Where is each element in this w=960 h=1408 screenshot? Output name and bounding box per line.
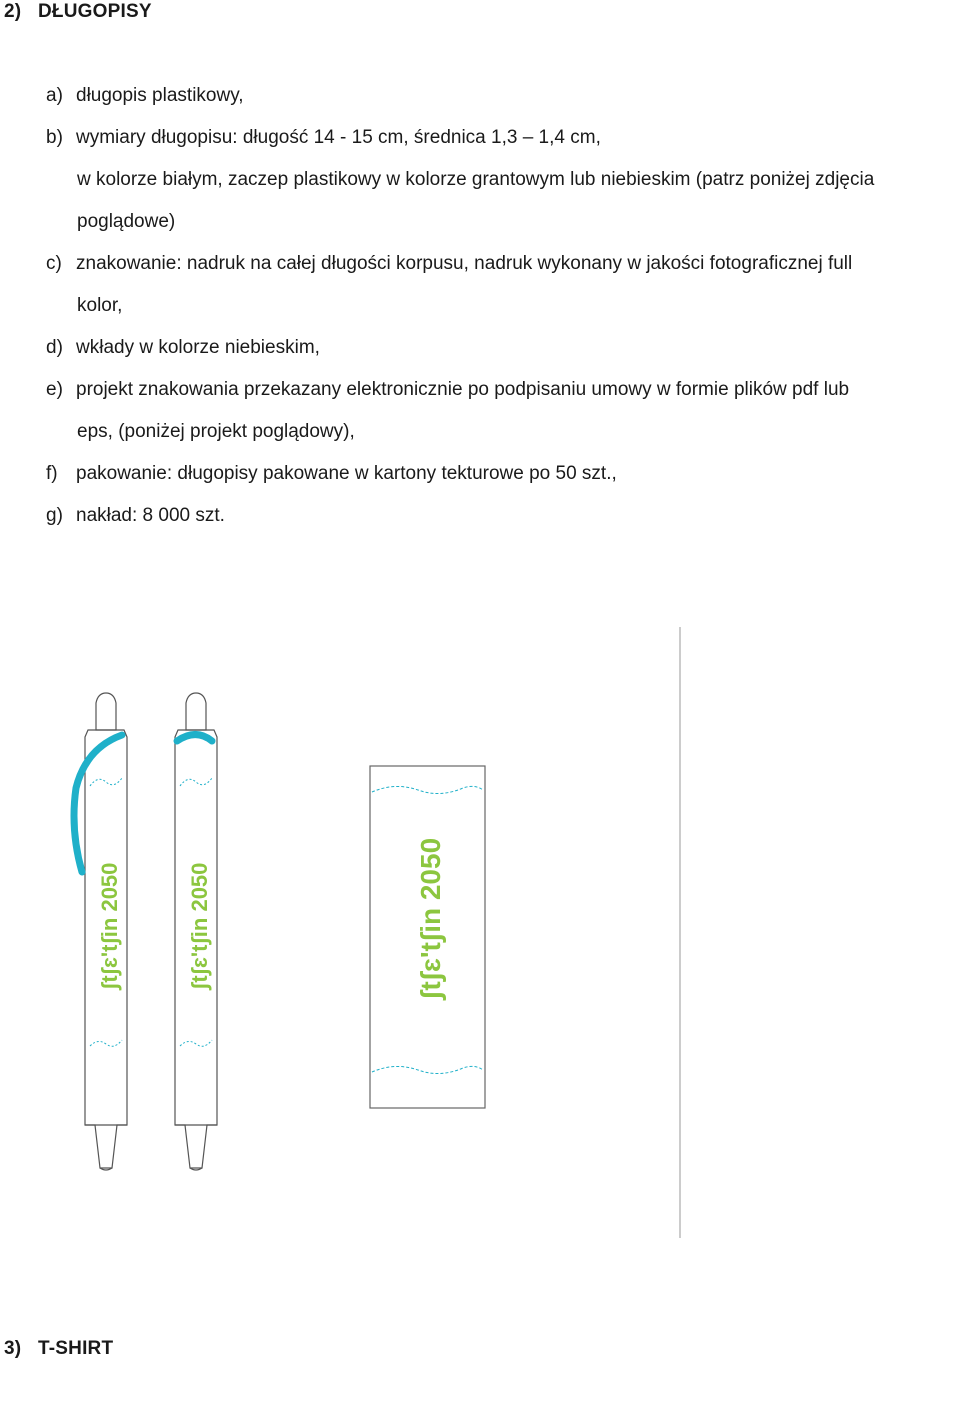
logo-on-panel bbox=[415, 838, 446, 1001]
list-item-continuation: eps, (poniżej projekt poglądowy), bbox=[77, 421, 355, 442]
list-item-continuation: kolor, bbox=[77, 295, 123, 316]
list-text: wymiary długopisu: długość 14 - 15 cm, średnica 1,3 – 1,4 cm, bbox=[76, 127, 601, 148]
section-number: 3) bbox=[4, 1338, 22, 1359]
list-marker: c) bbox=[46, 253, 62, 274]
list-marker: f) bbox=[46, 463, 58, 484]
list-marker: e) bbox=[46, 379, 63, 400]
logo-text: ʃtʃɛ'tʃin 2050 bbox=[187, 862, 212, 990]
list-marker: b) bbox=[46, 127, 63, 148]
list-text: projekt znakowania przekazany elektronicznie po podpisaniu umowy w formie plików pdf lub bbox=[76, 379, 850, 400]
logo-text: ʃtʃɛ'tʃin 2050 bbox=[97, 862, 122, 990]
list-text: pakowanie: długopisy pakowane w kartony tekturowe po 50 szt., bbox=[76, 463, 617, 484]
list-text: znakowanie: nadruk na całej długości korpusu, nadruk wykonany w jakości fotograficznej full bbox=[76, 253, 853, 274]
section-heading-tshirt bbox=[4, 1338, 113, 1360]
list-text: długopis plastikowy, bbox=[76, 85, 244, 106]
pen-clip bbox=[74, 735, 122, 872]
pen-clip bbox=[177, 735, 212, 742]
section-title: T-SHIRT bbox=[38, 1338, 114, 1359]
list-marker: a) bbox=[46, 85, 63, 106]
logo-on-pen bbox=[97, 863, 122, 991]
list-marker: g) bbox=[46, 505, 63, 526]
list-text: wkłady w kolorze niebieskim, bbox=[76, 337, 320, 358]
logo-on-pen bbox=[187, 863, 212, 991]
section-title: DŁUGOPISY bbox=[38, 1, 152, 22]
list-text: nakład: 8 000 szt. bbox=[76, 505, 225, 526]
logo-text: ʃtʃɛ'tʃin 2050 bbox=[415, 837, 446, 1000]
section-number: 2) bbox=[4, 1, 22, 22]
list-marker: d) bbox=[46, 337, 63, 358]
list-item-continuation: poglądowe) bbox=[77, 211, 176, 232]
list-item-continuation: w kolorze białym, zaczep plastikowy w kolorze grantowym lub niebieskim (patrz poniżej zdjęcia bbox=[77, 169, 875, 190]
